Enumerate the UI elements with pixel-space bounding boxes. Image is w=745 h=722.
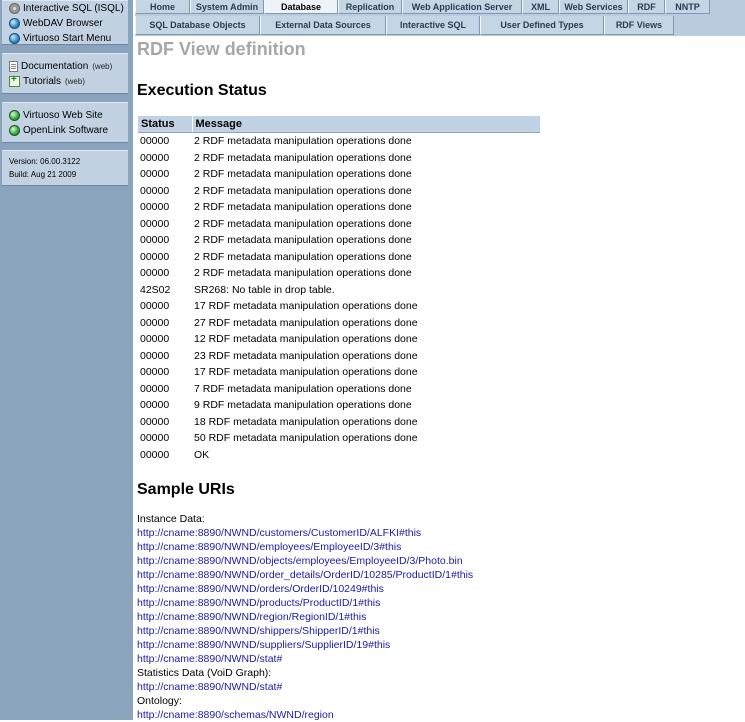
message-cell: SR268: No table in drop table. xyxy=(194,283,335,296)
table-row xyxy=(138,298,540,315)
message-cell: 2 RDF metadata manipulation operations done xyxy=(194,201,412,214)
instance-data-link[interactable]: http://cname:8890/NWND/employees/EmployeeID/3#this xyxy=(137,541,402,553)
statistics-link[interactable]: http://cname:8890/NWND/stat# xyxy=(137,681,283,693)
table-row xyxy=(138,397,540,414)
message-cell: 2 RDF metadata manipulation operations done xyxy=(194,267,412,280)
message-cell: 18 RDF metadata manipulation operations done xyxy=(194,415,418,428)
table-row xyxy=(138,430,540,447)
status-code-cell: 00000 xyxy=(140,399,170,412)
message-cell: 17 RDF metadata manipulation operations done xyxy=(194,300,418,313)
status-code-cell: 00000 xyxy=(140,448,170,461)
table-row xyxy=(138,150,540,167)
tab-web-application-server[interactable]: Web Application Server xyxy=(402,0,522,14)
web-tag: (web) xyxy=(92,62,113,71)
instance-data-link[interactable]: http://cname:8890/NWND/suppliers/SupplierID/19#this xyxy=(137,639,391,651)
tab-replication[interactable]: Replication xyxy=(338,0,402,14)
table-row xyxy=(138,364,540,381)
gear-icon xyxy=(9,3,20,14)
subtab-rdf-views[interactable]: RDF Views xyxy=(604,16,674,35)
status-code-cell: 00000 xyxy=(140,201,170,214)
column-header-status: Status xyxy=(138,116,192,133)
status-code-cell: 00000 xyxy=(140,217,170,230)
message-cell: 27 RDF metadata manipulation operations done xyxy=(194,316,418,329)
status-code-cell: 42S02 xyxy=(140,283,171,296)
status-code-cell: 00000 xyxy=(140,432,170,445)
globe-icon xyxy=(9,125,20,136)
sidebar-item-label: Interactive SQL (ISQL) xyxy=(23,3,124,14)
sidebar-item-label: OpenLink Software xyxy=(23,125,109,136)
table-row xyxy=(138,381,540,398)
tutorial-icon xyxy=(9,76,20,87)
ontology-link[interactable]: http://cname:8890/schemas/NWND/region xyxy=(137,709,334,721)
build-text: Build: Aug 21 2009 xyxy=(9,170,77,179)
table-row xyxy=(138,133,540,150)
table-row xyxy=(138,249,540,266)
table-row xyxy=(138,216,540,233)
execution-status-heading: Execution Status xyxy=(137,82,267,99)
web-tag: (web) xyxy=(64,77,85,86)
sidebar-item[interactable] xyxy=(2,1,128,16)
globe-icon xyxy=(9,33,20,44)
sidebar-item-label: Virtuoso Web Site xyxy=(23,110,103,121)
message-cell: 23 RDF metadata manipulation operations done xyxy=(194,349,418,362)
sidebar-version-box xyxy=(2,150,128,186)
sidebar-item-label: Documentation xyxy=(21,61,89,72)
status-code-cell: 00000 xyxy=(140,382,170,395)
table-row xyxy=(138,183,540,200)
sample-uris-list xyxy=(137,512,473,722)
message-cell: 17 RDF metadata manipulation operations done xyxy=(194,366,418,379)
tab-database[interactable]: Database xyxy=(264,0,338,14)
sidebar xyxy=(0,0,133,720)
column-header-message: Message xyxy=(192,116,540,133)
sidebar-item[interactable] xyxy=(2,59,128,74)
message-cell: 2 RDF metadata manipulation operations done xyxy=(194,250,412,263)
instance-data-link[interactable]: http://cname:8890/NWND/orders/OrderID/10249#this xyxy=(137,583,384,595)
status-code-cell: 00000 xyxy=(140,184,170,197)
table-row xyxy=(138,232,540,249)
sidebar-docs-group xyxy=(2,53,128,94)
table-row xyxy=(138,348,540,365)
instance-data-link[interactable]: http://cname:8890/NWND/shippers/ShipperID/1#this xyxy=(137,625,380,637)
instance-data-link[interactable]: http://cname:8890/NWND/order_details/OrderID/10285/ProductID/1#this xyxy=(137,569,474,581)
sidebar-item[interactable] xyxy=(2,16,128,31)
sidebar-item[interactable] xyxy=(2,123,128,138)
ontology-label: Ontology: xyxy=(137,695,182,707)
version-text: Version: 06.00.3122 xyxy=(9,157,81,166)
status-code-cell: 00000 xyxy=(140,415,170,428)
message-cell: 2 RDF metadata manipulation operations done xyxy=(194,135,412,148)
instance-data-link[interactable]: http://cname:8890/NWND/products/ProductID/1#this xyxy=(137,597,381,609)
instance-data-link[interactable]: http://cname:8890/NWND/stat# xyxy=(137,653,283,665)
sample-uris-heading: Sample URIs xyxy=(137,481,235,498)
table-row xyxy=(138,447,540,464)
message-cell: 50 RDF metadata manipulation operations done xyxy=(194,432,418,445)
tab-system-admin[interactable]: System Admin xyxy=(190,0,264,14)
subtab-interactive-sql[interactable]: Interactive SQL xyxy=(386,16,480,35)
instance-data-link[interactable]: http://cname:8890/NWND/objects/employees/EmployeeID/3/Photo.bin xyxy=(137,555,463,567)
sidebar-item[interactable] xyxy=(2,108,128,123)
tab-nntp[interactable]: NNTP xyxy=(665,0,710,14)
subtab-user-defined-types[interactable]: User Defined Types xyxy=(480,16,604,35)
instance-data-link[interactable]: http://cname:8890/NWND/customers/CustomerID/ALFKI#this xyxy=(137,527,422,539)
message-cell: 7 RDF metadata manipulation operations done xyxy=(194,382,412,395)
message-cell: 2 RDF metadata manipulation operations done xyxy=(194,168,412,181)
table-row xyxy=(138,414,540,431)
status-code-cell: 00000 xyxy=(140,366,170,379)
instance-data-label: Instance Data: xyxy=(137,513,205,525)
status-code-cell: 00000 xyxy=(140,349,170,362)
status-code-cell: 00000 xyxy=(140,151,170,164)
table-row xyxy=(138,166,540,183)
sidebar-tools-group xyxy=(2,0,128,45)
sidebar-item[interactable] xyxy=(2,74,128,89)
message-cell: 2 RDF metadata manipulation operations done xyxy=(194,184,412,197)
document-icon xyxy=(9,61,18,72)
table-row xyxy=(138,199,540,216)
page-title: RDF View definition xyxy=(137,39,306,59)
status-code-cell: 00000 xyxy=(140,234,170,247)
sub-tabs xyxy=(135,16,674,36)
status-code-cell: 00000 xyxy=(140,267,170,280)
tab-xml[interactable]: XML xyxy=(522,0,559,14)
execution-status-table xyxy=(138,116,540,463)
status-code-cell: 00000 xyxy=(140,333,170,346)
tab-rdf[interactable]: RDF xyxy=(628,0,665,14)
message-cell: 2 RDF metadata manipulation operations done xyxy=(194,217,412,230)
subtab-external-data-sources[interactable]: External Data Sources xyxy=(260,16,386,35)
message-cell: 9 RDF metadata manipulation operations done xyxy=(194,399,412,412)
table-row xyxy=(138,331,540,348)
subtab-sql-database-objects[interactable]: SQL Database Objects xyxy=(135,16,260,35)
instance-data-link[interactable]: http://cname:8890/NWND/region/RegionID/1#this xyxy=(137,611,367,623)
status-code-cell: 00000 xyxy=(140,168,170,181)
message-cell: 12 RDF metadata manipulation operations done xyxy=(194,333,418,346)
sidebar-item-label: Virtuoso Start Menu xyxy=(23,33,112,44)
sidebar-item-label: Tutorials xyxy=(23,76,61,87)
message-cell: 2 RDF metadata manipulation operations done xyxy=(194,234,412,247)
message-cell: OK xyxy=(194,448,210,461)
status-code-cell: 00000 xyxy=(140,135,170,148)
table-row xyxy=(138,282,540,299)
message-cell: 2 RDF metadata manipulation operations done xyxy=(194,151,412,164)
table-row xyxy=(138,315,540,332)
statistics-data-label: Statistics Data (VoiD Graph): xyxy=(137,667,272,679)
sidebar-item[interactable] xyxy=(2,31,128,46)
globe-icon xyxy=(9,18,20,29)
status-code-cell: 00000 xyxy=(140,300,170,313)
sidebar-links-group xyxy=(2,102,128,143)
tab-web-services[interactable]: Web Services xyxy=(559,0,628,14)
main-tabs xyxy=(135,0,710,15)
sidebar-item-label: WebDAV Browser xyxy=(23,18,103,29)
tab-home[interactable]: Home xyxy=(135,0,190,14)
table-row xyxy=(138,265,540,282)
status-code-cell: 00000 xyxy=(140,250,170,263)
status-code-cell: 00000 xyxy=(140,316,170,329)
globe-icon xyxy=(9,110,20,121)
